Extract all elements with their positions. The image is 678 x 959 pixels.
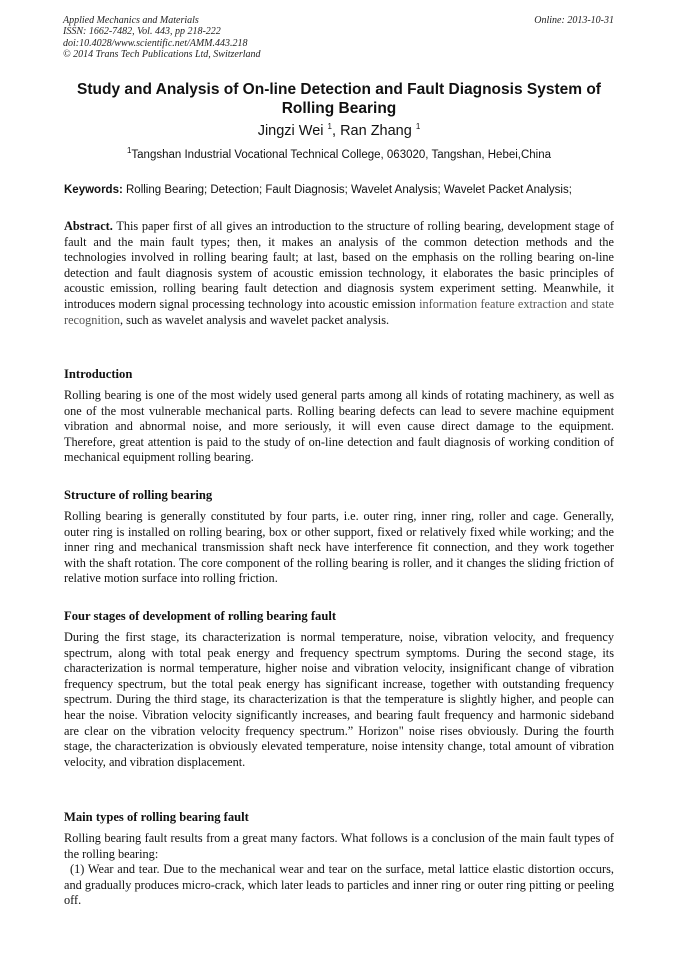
section-body-types <box>64 831 614 909</box>
author-list: Jingzi Wei $^1$, Ran Zhang $^1$ <box>257 122 421 139</box>
abstract-text: This paper first of all gives an introduction to the structure of rolling bearing, development stage of fault and the main fault types; then, it makes an analysis of the common detection methods and the technologies involved in rolling bearing fault; at last, based on the emphasis on the rolling bearing on-line detection and fault diagnosis system of acoustic emission technology, it elaborates the basic principles of acoustic emission, rolling bearing fault detection and diagnosis system experiment setting. Meanwhile, it introduces modern signal processing technology into acoustic emission <box>64 219 614 311</box>
abstract-text-end: , such as wavelet analysis and wavelet packet analysis. <box>120 312 390 327</box>
section-body-introduction: Rolling bearing is one of the most widely used general parts among all kinds of rotating machinery, as well as one of the most vulnerable mechanical parts. Rolling bearing defects can lead to severe machine equipment vibration and abnormal noise, and more seriously, it will even cause direct damage to the equipment. Therefore, great attention is paid to the study of on-line detection and fault diagnosis of working condition of mechanical equipment rolling bearing. <box>64 388 614 465</box>
section-body-stages: During the first stage, its characterization is normal temperature, noise, vibration velocity, and frequency spectrum, along with total peak energy and frequency spectrum symptoms. During the second stage, its characterization is normal temperature, higher noise and vibration velocity, insignificant change of vibration frequency spectrum, but the total peak energy has significant increase, together with outstanding frequency spectrum. During the third stage, its characterization is that the temperature is slightly higher, and people can hear the noise. Vibration velocity significantly increases, and bearing fault frequency and harmonic sideband are clear on the vibration velocity frequency spectrum.” Horizon" noise rises obviously. During the fourth stage, the characterization is obviously elevated temperature, noise intensity change, total amount of vibration velocity, and vibration displacement. <box>64 630 614 769</box>
keywords-label: Keywords: <box>64 184 123 196</box>
section-heading-introduction: Introduction <box>64 367 133 381</box>
journal-issn: ISSN: 1662-7482, Vol. 443, pp 218-222 <box>63 26 221 38</box>
keywords-text: Rolling Bearing; Detection; Fault Diagnosis; Wavelet Analysis; Wavelet Packet Analysis; <box>126 184 572 196</box>
abstract <box>64 219 614 328</box>
affiliation <box>0 146 678 161</box>
paper-title: Study and Analysis of On-line Detection and Fault Diagnosis System of Rolling Bearing <box>77 81 601 117</box>
abstract-text-highlight: information feature extraction and state recognition <box>64 296 614 327</box>
journal-header <box>63 15 614 61</box>
online-date: Online: 2013-10-31 <box>534 15 614 26</box>
affiliation-mark: 1 <box>126 146 132 156</box>
section-body-structure: Rolling bearing is generally constituted by four parts, i.e. outer ring, inner ring, roller and cage. Generally, outer ring is installed on rolling bearing, box or other support, fixed or relatively fixed while working; and the inner ring and mechanical transmission shaft neck have interference fit connection, and they work together with the shaft rotation. The core component of the rolling bearing is roller, and it changes the sliding friction of relative motion surface into rolling friction. <box>64 509 614 586</box>
types-intro: Rolling bearing fault results from a great many factors. What follows is a conclusion of the main fault types of the rolling bearing: <box>64 831 614 861</box>
journal-doi: doi:10.4028/www.scientific.net/AMM.443.218 <box>63 37 248 49</box>
author-affil-mark: 1 <box>327 122 332 132</box>
types-item-1: (1) Wear and tear. Due to the mechanical wear and tear on the surface, metal lattice elastic distortion occurs, and gradually produces micro-crack, which later leads to particles and inner ring or outer ring pitting or peeling off. <box>64 862 614 908</box>
author-name: Ran Zhang <box>340 123 412 139</box>
section-heading-types: Main types of rolling bearing fault <box>64 810 249 824</box>
section-heading-stages: Four stages of development of rolling bearing fault <box>64 609 337 623</box>
journal-name: Applied Mechanics and Materials <box>63 15 199 26</box>
abstract-label: Abstract. <box>64 219 113 233</box>
author-affil-mark: 1 <box>415 122 421 132</box>
keywords <box>64 184 616 196</box>
header-left <box>63 15 261 61</box>
affiliation-text: Tangshan Industrial Vocational Technical College, 063020, Tangshan, Hebei,China <box>131 149 552 161</box>
journal-copyright: © 2014 Trans Tech Publications Ltd, Switzerland <box>63 49 261 61</box>
section-heading-structure: Structure of rolling bearing <box>64 488 213 502</box>
author-name: Jingzi Wei <box>257 123 324 139</box>
